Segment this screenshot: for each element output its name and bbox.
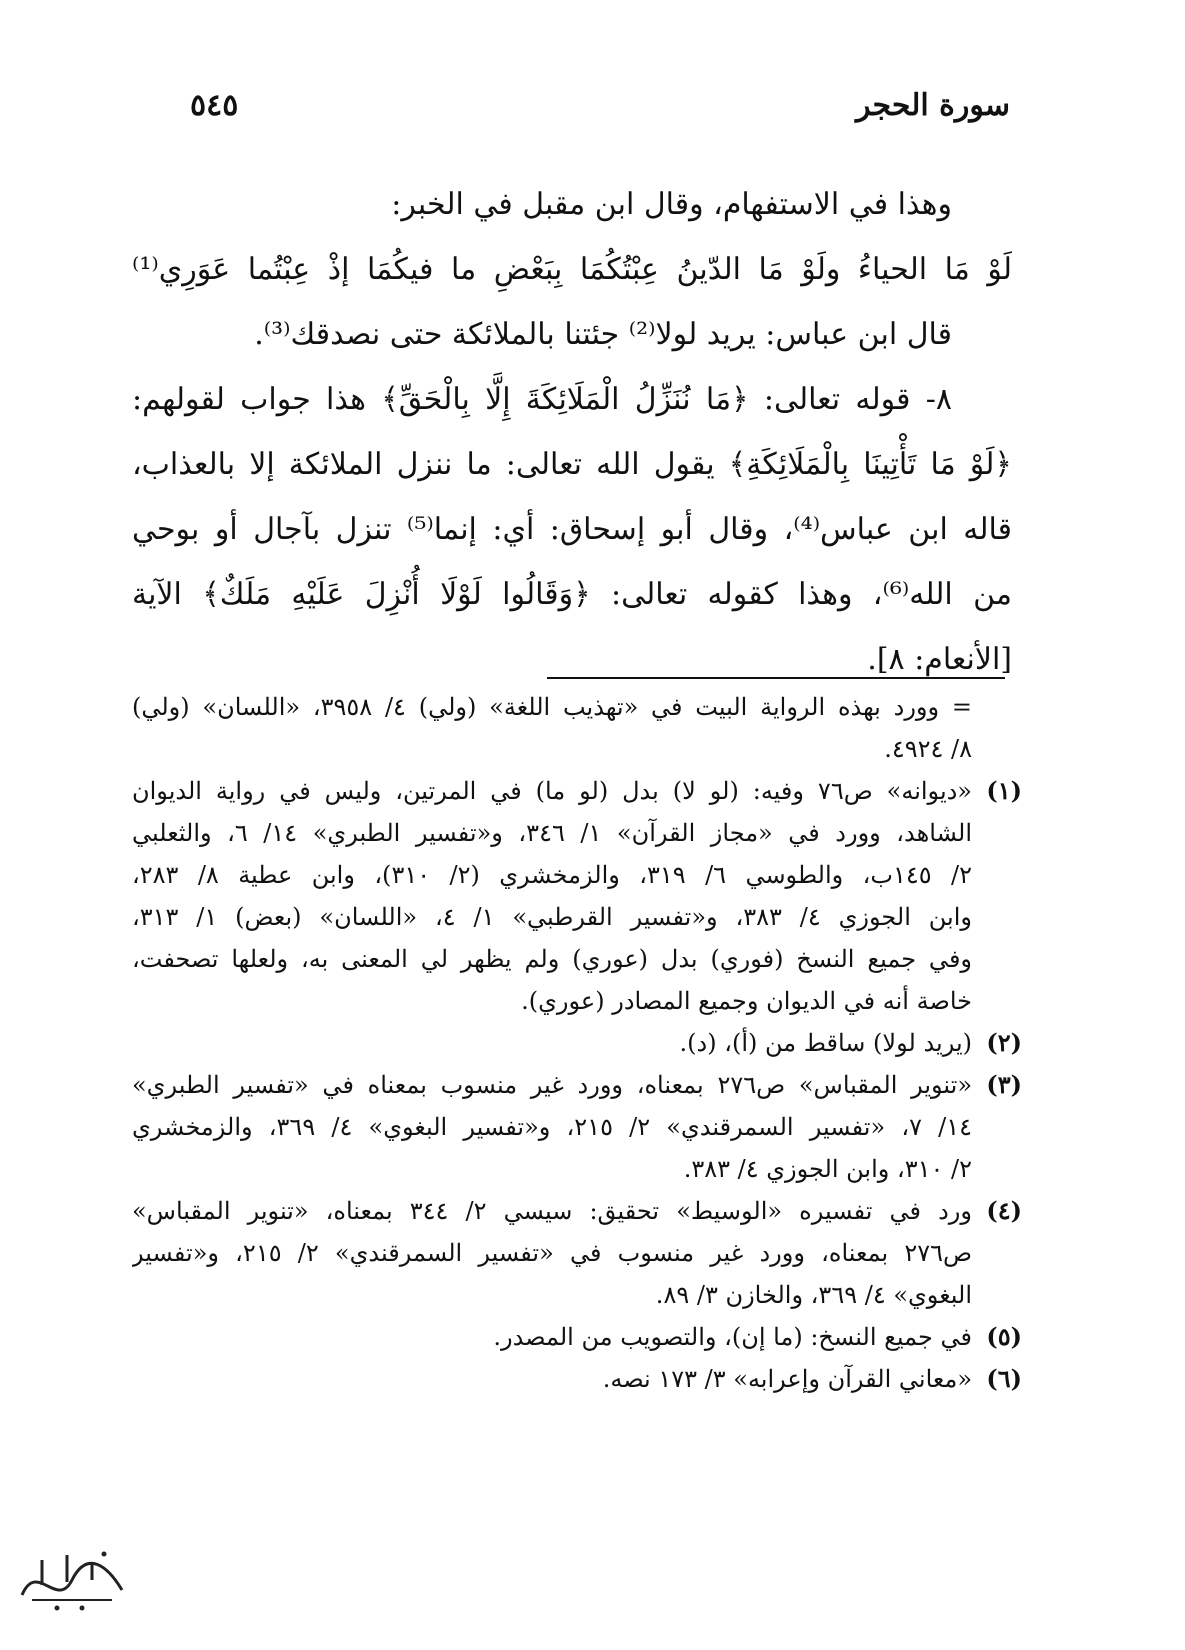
publisher-logo bbox=[12, 1540, 132, 1620]
text-line: لَوْ مَا الحياءُ ولَوْ مَا الدّينُ عِبْتُكُمَا بِبَعْضِ ما فيكُمَا إذْ عِبْتُما عَوَرِي⁽¹⁾ bbox=[132, 252, 1012, 287]
surah-title: سورة الحجر bbox=[855, 88, 1010, 123]
footnote-number: (٢) bbox=[986, 1028, 1022, 1057]
footnote-line: ٢/ ١٤٥ب، والطوسي ٦/ ٣١٩، والزمخشري (٢/ ٣١٠)، وابن عطية ٨/ ٢٨٣، bbox=[132, 861, 972, 889]
footnote bbox=[132, 1190, 1022, 1316]
footnote-line: وابن الجوزي ٤/ ٣٨٣، و«تفسير القرطبي» ١/ ٤، «اللسان» (بعض) ١/ ٣١٣، bbox=[132, 903, 972, 931]
footnote bbox=[132, 770, 1022, 1022]
footnote-number: (٦) bbox=[986, 1364, 1022, 1393]
footnote bbox=[132, 1316, 1022, 1358]
footnote-line: ٨/ ٤٩٢٤. bbox=[884, 735, 972, 763]
footnote-line: ص٢٧٦ بمعناه، وورد غير منسوب في «تفسير السمرقندي» ٢/ ٢١٥، و«تفسير bbox=[132, 1239, 972, 1267]
footnote-separator bbox=[547, 677, 1005, 679]
footnote-number: (٤) bbox=[986, 1196, 1022, 1225]
text-line: قال ابن عباس: يريد لولا⁽²⁾ جئتنا بالملائكة حتى نصدقك⁽³⁾. bbox=[254, 317, 952, 352]
text-line: [الأنعام: ٨]. bbox=[867, 642, 1012, 677]
main-text bbox=[132, 172, 1012, 692]
footnote-line: وفي جميع النسخ (فوري) بدل (عوري) ولم يظهر لي المعنى به، ولعلها تصحفت، bbox=[132, 945, 972, 973]
text-line: وهذا في الاستفهام، وقال ابن مقبل في الخبر: bbox=[391, 187, 952, 222]
footnote-line: «معاني القرآن وإعرابه» ٣/ ١٧٣ نصه. bbox=[602, 1365, 972, 1393]
footnote-number: (٣) bbox=[986, 1070, 1022, 1099]
footnotes bbox=[132, 686, 1022, 1400]
footnote bbox=[132, 1022, 1022, 1064]
text-line: ٨- قوله تعالى: ﴿مَا نُنَزِّلُ الْمَلَائِكَةَ إِلَّا بِالْحَقِّ﴾ هذا جواب لقولهم: bbox=[132, 382, 952, 417]
text-line: قاله ابن عباس⁽⁴⁾، وقال أبو إسحاق: أي: إنما⁽⁵⁾ تنزل بآجال أو بوحي bbox=[132, 512, 1012, 547]
footnote-line: خاصة أنه في الديوان وجميع المصادر (عوري). bbox=[521, 987, 972, 1015]
footnote bbox=[132, 686, 1022, 770]
footnote-line: ٢/ ٣١٠، وابن الجوزي ٤/ ٣٨٣. bbox=[683, 1155, 972, 1183]
text-line: ﴿لَوْ مَا تَأْتِينَا بِالْمَلَائِكَةِ﴾ يقول الله تعالى: ما ننزل الملائكة إلا بالعذاب، bbox=[132, 447, 1012, 482]
text-line: من الله⁽⁶⁾، وهذا كقوله تعالى: ﴿وَقَالُوا لَوْلَا أُنْزِلَ عَلَيْهِ مَلَكٌ﴾ الآية bbox=[132, 577, 1012, 612]
footnote-line: البغوي» ٤/ ٣٦٩، والخازن ٣/ ٨٩. bbox=[655, 1281, 972, 1309]
page-number: ٥٤٥ bbox=[190, 88, 239, 123]
page-header bbox=[190, 88, 1010, 138]
footnote-number: (١) bbox=[986, 776, 1022, 805]
footnote-number: (٥) bbox=[986, 1322, 1022, 1351]
footnote-line: (يريد لولا) ساقط من (أ)، (د). bbox=[679, 1029, 972, 1057]
footnote-line: «ديوانه» ص٧٦ وفيه: (لو لا) بدل (لو ما) في المرتين، وليس في رواية الديوان bbox=[132, 777, 972, 805]
footnote-line: ١٤/ ٧، «تفسير السمرقندي» ٢/ ٢١٥، و«تفسير البغوي» ٤/ ٣٦٩، والزمخشري bbox=[132, 1113, 972, 1141]
footnote bbox=[132, 1358, 1022, 1400]
footnote-line: الشاهد، وورد في «مجاز القرآن» ١/ ٣٤٦، و«تفسير الطبري» ١٤/ ٦، والثعلبي bbox=[132, 819, 972, 847]
footnote-line: في جميع النسخ: (ما إن)، والتصويب من المصدر. bbox=[493, 1323, 972, 1351]
footnote-line: ورد في تفسيره «الوسيط» تحقيق: سيسي ٢/ ٣٤٤ بمعناه، «تنوير المقباس» bbox=[132, 1197, 972, 1225]
footnote-line: = وورد بهذه الرواية البيت في «تهذيب اللغة» (ولي) ٤/ ٣٩٥٨، «اللسان» (ولي) bbox=[132, 693, 972, 721]
footnote-line: «تنوير المقباس» ص٢٧٦ بمعناه، وورد غير منسوب بمعناه في «تفسير الطبري» bbox=[132, 1071, 972, 1099]
footnote bbox=[132, 1064, 1022, 1190]
